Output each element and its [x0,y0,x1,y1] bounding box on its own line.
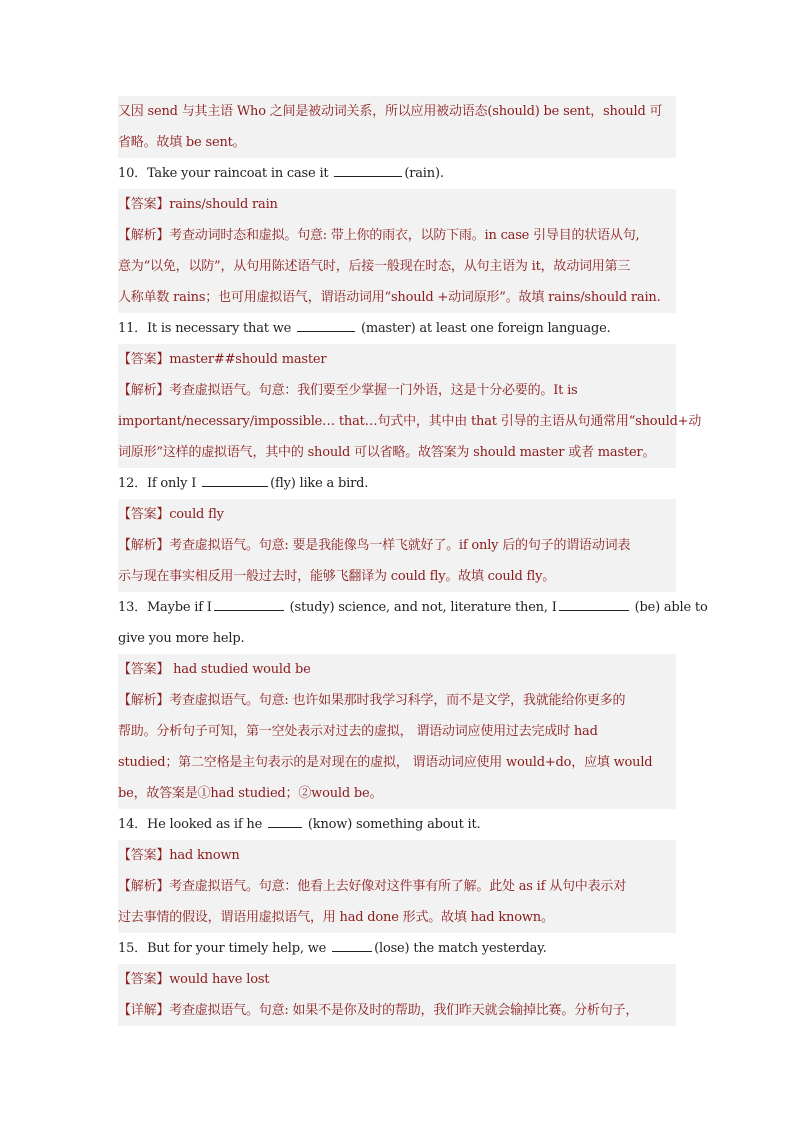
answer-line [118,499,676,530]
line-text: studied；第二空格是主句表示的是对现在的虚拟， 谓语动词应使用 would+do，应填 would [118,755,653,770]
answer-line [118,530,676,561]
question-text: 12．If only I [118,476,201,491]
line-text: 【解析】考查虚拟语气。句意：我们要至少掌握一门外语，这是十分必要的。It is [118,383,578,398]
question-text: (lose) the match yesterday. [374,941,547,956]
line-text: 词原形”这样的虚拟语气，其中的 should 可以省略。故答案为 should master 或者 master。 [118,445,656,460]
question-line [118,313,676,344]
question-text: 14．He looked as if he [118,817,266,832]
answer-line [118,375,676,406]
answer-line [118,561,676,592]
question-line [118,158,676,189]
answer-line [118,220,676,251]
answer-blank [214,596,284,611]
answer-blank [559,596,629,611]
answer-line [118,251,676,282]
line-text: 示与现在事实相反用一般过去时，能够飞翻译为 could fly。故填 could fly。 [118,569,556,584]
question-text: (fly) like a bird. [270,476,369,491]
answer-line [118,778,676,809]
answer-line [118,189,676,220]
answer-line [118,840,676,871]
answer-line [118,654,676,685]
line-text: 过去事情的假设，谓语用虚拟语气，用 had done 形式。故填 had known。 [118,910,554,925]
question-text: (know) something about it. [304,817,481,832]
question-text: (be) able to [630,600,708,615]
question-text: 13．Maybe if I [118,600,212,615]
answer-line [118,344,676,375]
answer-line [118,437,676,468]
answer-line [118,902,676,933]
answer-blank [202,472,268,487]
answer-line [118,127,676,158]
line-text: 【答案】rains/should rain [118,197,278,212]
question-text: 15．But for your timely help, we [118,941,331,956]
line-text: 省略。故填 be sent。 [118,135,246,150]
page-content [118,96,708,1026]
line-text: 【答案】master##should master [118,352,327,367]
answer-line [118,871,676,902]
answer-line [118,995,676,1026]
question-text: 11．It is necessary that we [118,321,296,336]
answer-blank [334,162,402,177]
answer-line [118,716,676,747]
line-text: 【答案】would have lost [118,972,270,987]
line-text: 意为“以免，以防”，从句用陈述语气时，后接一般现在时态，从句主语为 it，故动词用第三 [118,259,631,274]
answer-line [118,964,676,995]
line-text: 人称单数 rains；也可用虚拟语气，谓语动词用“should +动词原形”。故填 rains/should rain. [118,290,661,305]
question-text: (study) science, and not, literature then, I [285,600,557,615]
line-text: 【答案】 had studied would be [118,662,311,677]
line-text: 【解析】考查虚拟语气。句意: 也许如果那时我学习科学，而不是文学，我就能给你更多的 [118,693,626,708]
line-text: 【解析】考查动词时态和虚拟。句意: 带上你的雨衣，以防下雨。in case 引导目的状语从句, [118,228,640,243]
question-text: 10．Take your raincoat in case it [118,166,333,181]
answer-blank [268,813,302,828]
question-line [118,809,676,840]
answer-line [118,747,676,778]
line-text: 帮助。分析句子可知，第一空处表示对过去的虚拟， 谓语动词应使用过去完成时 had [118,724,598,739]
line-text: 【答案】had known [118,848,240,863]
answer-line [118,282,676,313]
question-line [118,623,676,654]
line-text: 【详解】考查虚拟语气。句意: 如果不是你及时的帮助，我们昨天就会输掉比赛。分析句子， [118,1003,639,1018]
line-text: important/necessary/impossible… that…句式中，其中由 that 引导的主语从句通常用“should+动 [118,414,702,429]
answer-line [118,685,676,716]
line-text: 【解析】考查虚拟语气。句意：他看上去好像对这件事有所了解。此处 as if 从句中表示对 [118,879,626,894]
line-text: give you more help. [118,631,245,646]
question-line [118,468,676,499]
answer-line [118,406,702,437]
answer-blank [332,937,372,952]
question-text: (rain). [404,166,444,181]
line-text: be，故答案是①had studied；②would be。 [118,786,383,801]
question-line [118,592,708,623]
line-text: 又因 send 与其主语 Who 之间是被动词关系，所以应用被动语态(should) be sent，should 可 [118,104,663,119]
question-line [118,933,676,964]
line-text: 【解析】考查虚拟语气。句意: 要是我能像鸟一样飞就好了。if only 后的句子的谓语动词表 [118,538,631,553]
line-text: 【答案】could fly [118,507,224,522]
question-text: (master) at least one foreign language. [357,321,611,336]
answer-blank [297,317,355,332]
answer-line [118,96,676,127]
